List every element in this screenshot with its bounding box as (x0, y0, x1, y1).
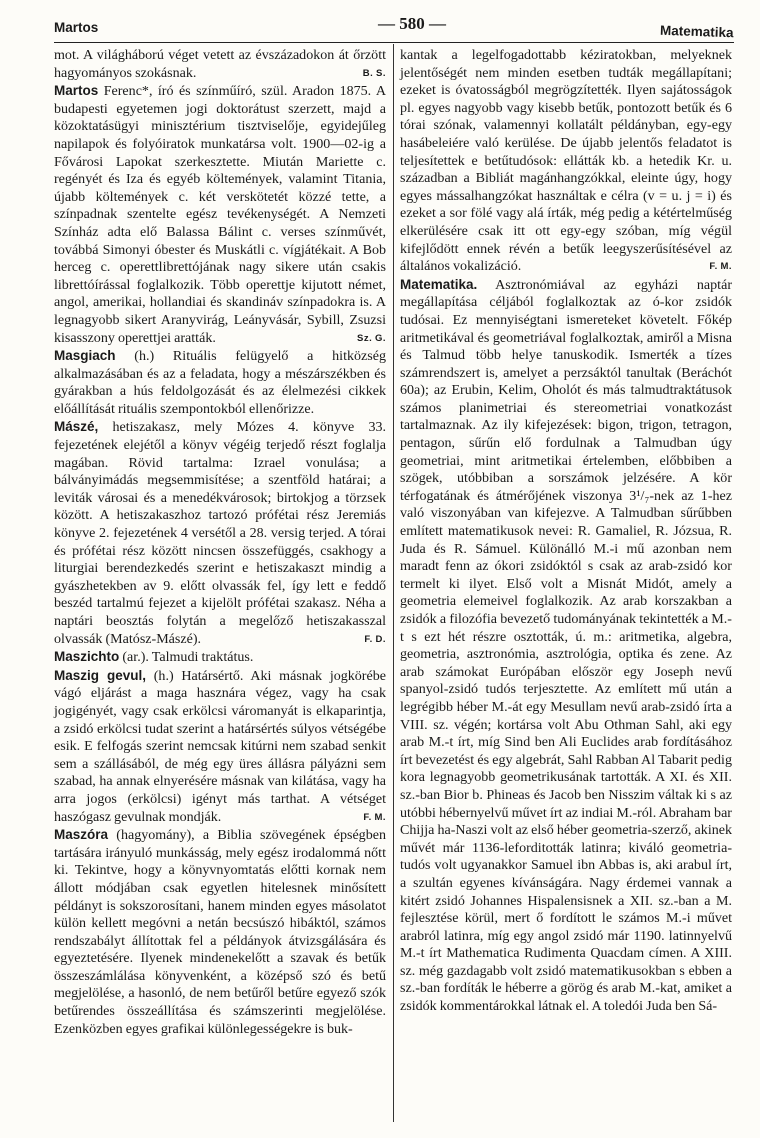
right-column (400, 47, 732, 1016)
header-rule (54, 42, 734, 43)
headword: Maszichto (54, 649, 120, 665)
headword: Matematika. (400, 276, 478, 292)
headword: Martos (54, 83, 99, 99)
entry-martos-ferenc: Martos Ferenc*, író és színműíró, szül. Aradon 1875. A budapesti egyetemen jogi doktorátust szerzett, majd a közoktatásügyi minisztérium tisztviselője, egyidejűleg napilapok és folyóiratok munkatársa volt. 1900—02-ig a Fővárosi Lapokat szerkesztette. Miután Mariette c. regényét és Iza és egyéb költemények, valamint Titania, újabb költemények c. két verskötetét közzé tette, a színpadnak szentelte egész tevékenységét. A Nemzeti Színház adta elő Balassa Bálint c. verses színművét, továbbá Simonyi óbester és Muskátli c. vígjátékait. A Bob herceg c. operettlibrettójának nagy sikere után csakis librettóírással foglalkozik. Több operettje kijutott német, angol, amerikai, hollandiai és skandináv színpadokra is. A legnagyobb sikert Aranyvirág, Leányvásár, Sybill, Zsuzsi kisasszony operettjei aratták. Sz. G. (54, 83, 386, 346)
entry-matematika: Matematika. Asztronómiával az egyházi naptár megállapítása céljából foglalkoztak az ó-kor zsidók tudósai. Ez mennyiségtani ismereteket követelt. Főkép aritmetikával és geometriával foglalkoztak, amiről a Misna és Talmud több helye tanuskodik. Ismerték a tízes számrendszert is, amelyet a perzsáktól tanultak (Beráchót 60a); az Erubin, Kelim, Oholót és más talmudtraktátusok számos planimetriai és stereometriai vonatkozást tartalmaznak. Az ily kifejezések: bigon, trigon, tetragon, pentagon, sűrűn elő fordulnak a Talmudban úgy geometriai, mint aritmetikai értelemben, előbbiben a szögek, utóbbiban a sorszámok jelzésére. A kör térfogatának és átmérőjének viszonya 3¹/₇-nek az 1-hez való viszonyában van kifejezve. A Talmudban sűrűbben említett matematikusok nevei: R. Gamaliel, R. Józsua, R. Juda és R. Sámuel. Különálló M.-i mű azonban nem maradt fenn az ókori zsidóktól s csak az arab-zsidó kor termelt ki ilyet. Első volt a Misnát Midót, amely a geometria elemeivel foglalkozik. Az arab korszakban a zsidók a filozófia bevezető tudományának tekintették a M.-t s ezt hét részre osztották, ú. m.: aritmetika, algebra, geometria, asztronómia, asztrológia, optika és zene. Az arab számokat Európában először egy Joseph nevű spanyol-zsidó tudós terjesztette. Az említett mű után a legrégibb héber M.-át egy Mesullam nevű arab-zsidó írta a VIII. sz. végén; kortársa volt Abu Othman Sahl, aki egy arab M.-t írt, míg Sind ben Ali Euclides arab fordításához írt bevezetést és egy algebrát, Sahl Rabban Al Tabarit pedig kora legnagyobb geometrikusának tartották. A XI. és XII. sz.-ban Bior b. Phineas és Jacob ben Nisszim váltak ki s az utóbbi hébernyelvű művet írt az indiai M.-ról. Abraham bar Chijja ha-Naszi volt az első héber geometria-szerző, akinek művét már 1136-leforditották latinra; kiváló geometria-tudós volt ugyanakkor Samuel ibn Abbas is, aki arabul írt, a szultán egyenes kívánságára. Nagy érdemei vannak a kitért zsidó Johannes Hispalensisnek a XII. sz.-ban a M. fejlesztése körül, mert ő fordított le számos M.-i művet arabról latinra, míg egy angol zsidó már 1190. latinnyelvű M.-t írt Mathematica Rudimenta Quacdam címen. A XIII. sz. még gazdagabb volt zsidó matematikusokban s ebben a sz.-ban fordíták le héberre a görög és arab M.-kat, amiket a zsidók kommentárokkal látnak el. A toledói Juda ben Sá- (400, 276, 732, 1015)
entry-maszora-continued: kantak a legelfogadottabb kéziratokban, melyeknek jelentőségét nem minden esetben tudták megállapítani; ezeket is óvatosságból megrögzítették. Ilyen sajátosságok pl. egyes nagyobb vagy kisebb betűk, pontozott betűk és 6 tórai szónak, valamennyi kollatált példányban, egy-egy hasábeleiére való kerülése. De újabb jelentős feladatot is teljesítettek e betűtudósok: ellátták kb. a hetedik Kr. u. században a Bibliát magánhangzókkal, eleinte úgy, hogy egyes mássalhangzókat használtak e célra (v = u. j = i) és ezeket a sor fölé vagy alá írták, még pedig a kétértelműség elkerülésére csak itt ott egy-egy szóban, míg végül kifejlődött ennek révén a betűk leegyszerűsítésével az általános vokalizáció. F. M. (400, 47, 732, 275)
header-left-keyword: Martos (54, 20, 99, 35)
column-divider (393, 44, 394, 1122)
author-signature: Sz. G. (357, 332, 386, 344)
headword: Maszóra (54, 827, 109, 843)
entry-masze: Mászé, hetiszakasz, mely Mózes 4. könyve 33. fejezetének elejétől a könyv végéig terjedő részt foglalja magában. Rövid tartalma: Izrael vonulása; a bálványimádás megsemmisítése; a szentföld határai; a leviták városai és a menedékvárosok; birtokjog a törzsek között. A hetiszakaszhoz tartozó prófétai rész Jeremiás könyve 2. fejezetének 4 versétől a 28. versig terjed. A tórai és prófétai rész között nincsen összefüggés, csakhogy a liturgiai berendezkedés szerint e hetiszakaszt mindig a gyászhetekben av 9. előtt olvassák fel, így lett e feddő beszéd tartalmú fejezet a kijelölt prófétai szakasz. Néha a naptári beosztás folytán a megelőző hetiszakasszal olvassák (Matósz-Mászé). F. D. (54, 419, 386, 647)
author-signature: B. S. (362, 67, 386, 79)
page-header (54, 14, 734, 42)
headword: Maszig gevul, (54, 667, 146, 683)
headword: Masgiach (54, 348, 116, 364)
headword: Mászé, (54, 419, 99, 435)
entry-maszora: Maszóra (hagyomány), a Biblia szövegének épségben tartására irányuló munkásság, mely egész irodalommá nőtt ki. Tekintve, hogy a könyvnyomtatás előtti kornak nem állott módjában csak egyetlen hitelesnek minősített példányt is sokszorosítani, hanem minden egyes másolatot külön kellett megóvni a netán becsúszó hibáktól, számos rendszabályt állítottak fel a példányok átvizsgálására és egyeztetésére. Ilyenek mindenekelőtt a szavak és betűk összeszámlálása könyvenként, a középső szó és betű megjelölése, a hasonló, de nem betűről betűre egyező szók betűrendes összeállítása és számszerinti megjelölése. Ezenközben egyes grafikai különlegességekre is buk- (54, 827, 386, 1037)
entry-masgiach: Masgiach (h.) Rituális felügyelő a hitközség alkalmazásában és az a feladata, hogy a mészárszékben és gyárakban a hús feldolgozását és az élelmezési cikkek előállítását rituális szempontokból ellenőrizze. (54, 348, 386, 417)
header-right-keyword: Matematika (660, 22, 735, 41)
author-signature: F. D. (364, 633, 386, 645)
author-signature: F. M. (363, 811, 386, 823)
entry-continuation: mot. A világháború véget vetett az évszázadokon át őrzött hagyományos szokásnak. B. S. (54, 47, 386, 81)
entry-maszig-gevul: Maszig gevul, (h.) Határsértő. Aki másnak jogkörébe vágó eljárást a maga hasznára végez, vagy ha csak jogigényét, vagy csak erkölcsi váromanyát is elkaparintja, a zsidó erkölcsi tudat szerint a határsértés súlyos vétségébe esik. E felfogás szerint nemcsak kitúrni nem szabad senkit sem a szállásából, de még egy üres állásra pályázni sem szabad, ha annak elnyerésére másnak van kilátása, vagy ha arra jogos (erkölcsi) igényt más tarthat. A vétséget haszógasz gevulnak mondják. F. M. (54, 667, 386, 825)
page-number: — 580 — (378, 14, 446, 33)
left-column (54, 47, 386, 1038)
entry-maszichto: Maszichto (ar.). Talmudi traktátus. (54, 649, 254, 666)
author-signature: F. M. (709, 261, 732, 273)
